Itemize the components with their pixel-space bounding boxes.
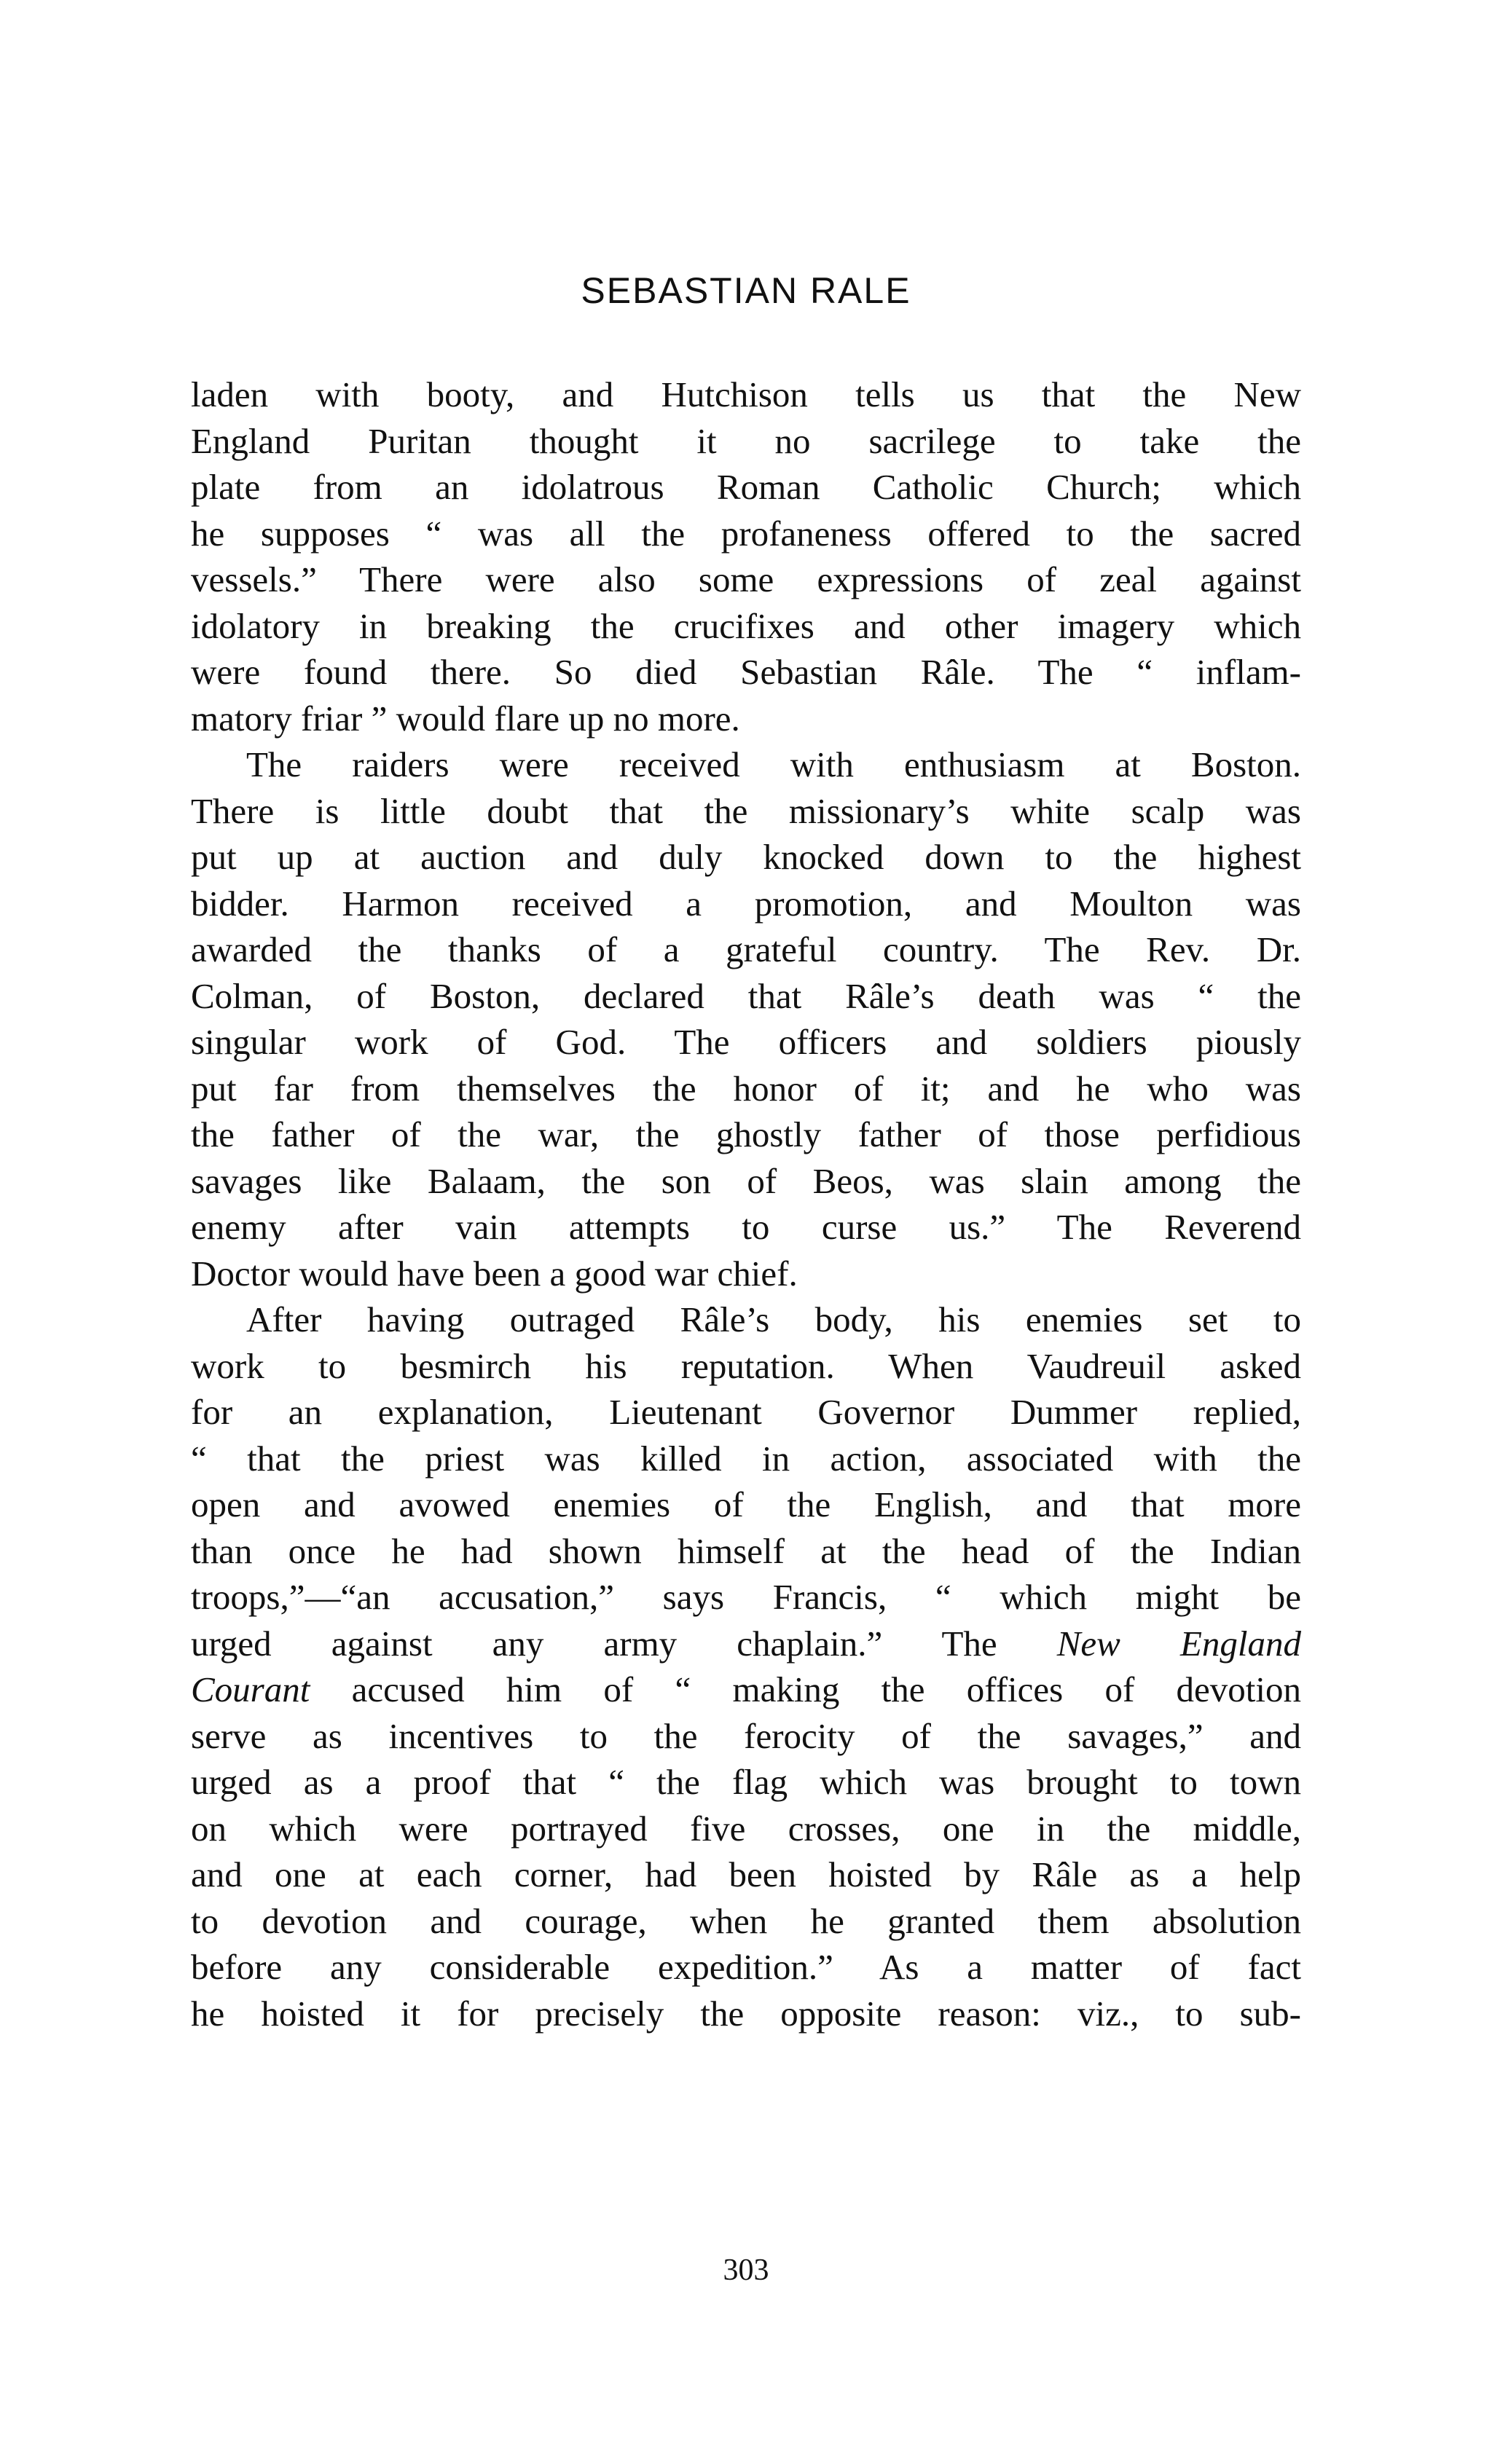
running-head: SEBASTIAN RALE <box>581 270 911 311</box>
text-line: on which were portrayed five crosses, one in the middle, <box>191 1808 1301 1849</box>
text-line: Doctor would have been a good war chief. <box>191 1253 798 1294</box>
text-line: After having outraged Râle’s body, his enemies set to <box>246 1299 1301 1339</box>
text-line: the father of the war, the ghostly father of those perfidious <box>191 1114 1301 1154</box>
text-line: plate from an idolatrous Roman Catholic Church; which <box>191 467 1301 507</box>
text-line: put far from themselves the honor of it; and he who was <box>191 1068 1301 1109</box>
italic-title: Courant <box>191 1669 310 1709</box>
text-line: work to besmirch his reputation. When Vaudreuil asked <box>191 1345 1301 1386</box>
text-line: enemy after vain attempts to curse us.” The Reverend <box>191 1207 1301 1247</box>
text-line: vessels.” There were also some expressions of zeal against <box>191 559 1301 599</box>
text-line: England Puritan thought it no sacrilege to take the <box>191 420 1301 461</box>
body-text <box>191 371 1301 2036</box>
text-line: bidder. Harmon received a promotion, and Moulton was <box>191 883 1301 924</box>
text-fragment: urged against any army chaplain.” The <box>191 1623 997 1664</box>
text-line: troops,”—“an accusation,” says Francis, “ which might be <box>191 1577 1301 1617</box>
text-line: put up at auction and duly knocked down to the highest <box>191 837 1301 877</box>
text-line: he hoisted it for precisely the opposite reason: viz., to sub- <box>191 1993 1301 2034</box>
text-line: and one at each corner, had been hoisted by Râle as a help <box>191 1854 1301 1894</box>
text-line: to devotion and courage, when he granted them absolution <box>191 1900 1301 1941</box>
text-line: matory friar ” would flare up no more. <box>191 698 740 739</box>
text-line: singular work of God. The officers and soldiers piously <box>191 1022 1301 1062</box>
text-line: savages like Balaam, the son of Beos, was slain among the <box>191 1160 1301 1201</box>
text-line: open and avowed enemies of the English, and that more <box>191 1484 1301 1524</box>
text-line: than once he had shown himself at the head of the Indian <box>191 1530 1301 1571</box>
text-fragment: accused him of “ making the offices of devotion <box>351 1669 1302 1709</box>
page-number: 303 <box>723 2254 769 2287</box>
text-line: idolatory in breaking the crucifixes and other imagery which <box>191 605 1301 646</box>
text-line <box>191 1666 1301 1713</box>
text-line: before any considerable expedition.” As a matter of fact <box>191 1947 1301 1987</box>
text-line: Colman, of Boston, declared that Râle’s death was “ the <box>191 975 1301 1016</box>
text-line: There is little doubt that the missionary’s white scalp was <box>191 790 1301 831</box>
text-line: for an explanation, Lieutenant Governor Dummer replied, <box>191 1392 1301 1432</box>
text-line: The raiders were received with enthusiasm at Boston. <box>246 744 1301 784</box>
text-line: serve as incentives to the ferocity of the savages,” and <box>191 1715 1301 1756</box>
text-line: he supposes “ was all the profaneness offered to the sacred <box>191 513 1301 554</box>
text-line <box>191 1621 1301 1667</box>
text-line: “ that the priest was killed in action, associated with the <box>191 1438 1301 1479</box>
italic-title: New England <box>1056 1623 1301 1664</box>
text-line: awarded the thanks of a grateful country. The Rev. Dr. <box>191 929 1301 969</box>
text-line: urged as a proof that “ the flag which was brought to town <box>191 1762 1301 1802</box>
text-line: were found there. So died Sebastian Râle. The “ inflam- <box>191 652 1301 692</box>
text-line: laden with booty, and Hutchison tells us that the New <box>191 374 1301 414</box>
